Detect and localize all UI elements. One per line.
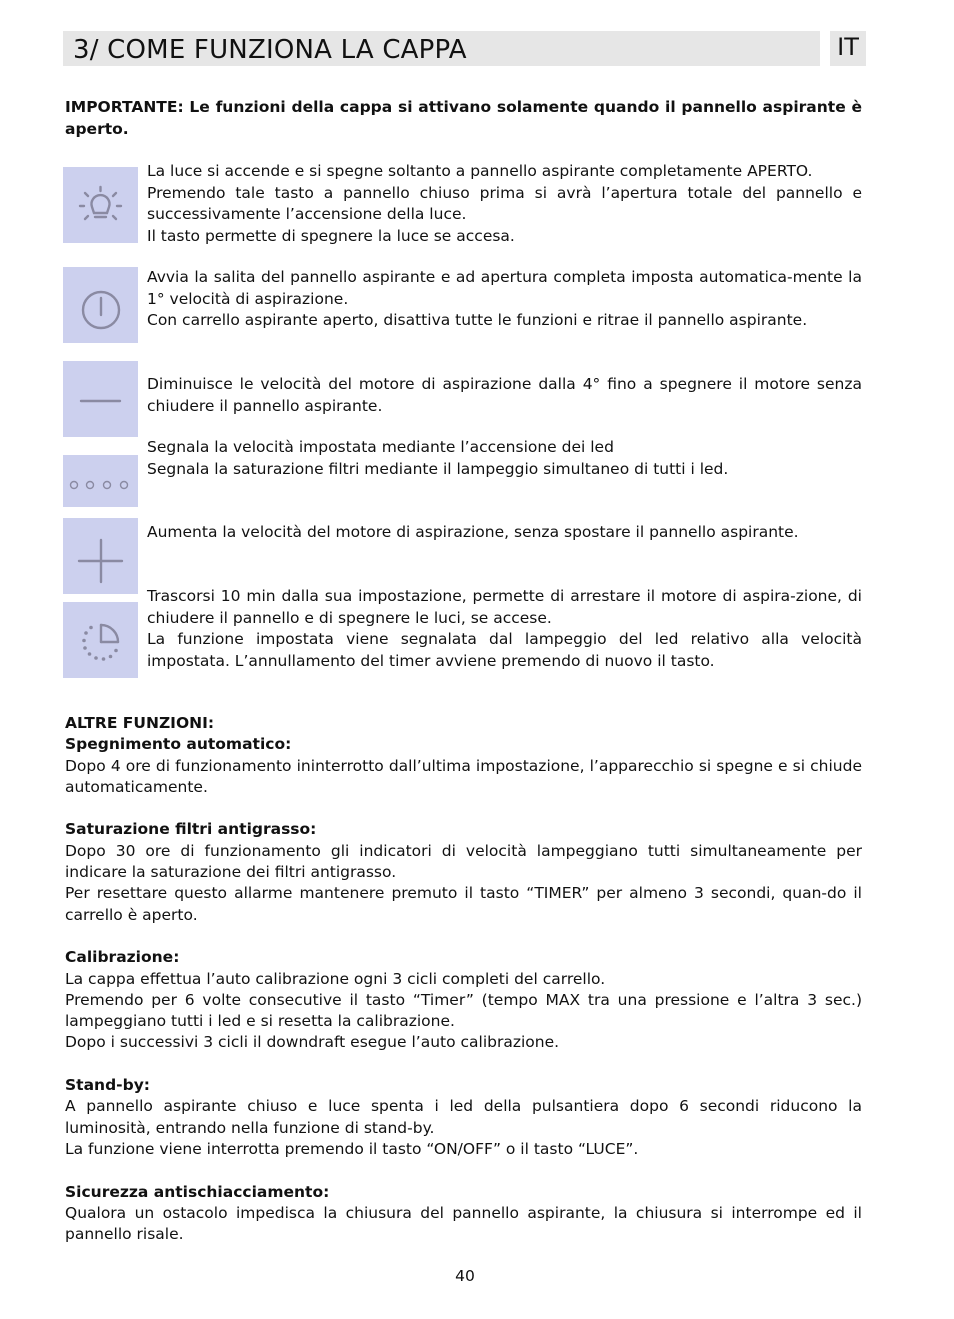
page-number: 40 [455, 1267, 475, 1285]
light-icon [63, 167, 138, 243]
section-text: Premendo per 6 volte consecutive il tasto “Timer” (tempo MAX tra una pressione e l’altra 3 sec.) lampeggiano tutti i led e si resetta la calibrazione. [65, 990, 862, 1031]
section-text: Dopo 30 ore di funzionamento gli indicatori di velocità lampeggiano tutti simultaneamente per indicare la saturazione dei filtri antigrasso. [65, 841, 862, 882]
power-icon [63, 267, 138, 343]
other-functions-title: ALTRE FUNZIONI: [65, 714, 215, 732]
section-heading: Spegnimento automatico: [65, 735, 292, 754]
minus-description: Diminuisce le velocità del motore di aspirazione dalla 4° fino a spegnere il motore senza chiudere il pannello aspirante. [147, 375, 862, 415]
section-heading: Sicurezza antischiacciamento: [65, 1182, 330, 1201]
other-functions [65, 713, 862, 1245]
section-text: La cappa effettua l’auto calibrazione ogni 3 cicli completi del carrello. [65, 969, 606, 988]
power-description: Avvia la salita del pannello aspirante e ad apertura completa imposta automatica-mente la 1° velocità di aspirazione. Con carrello aspirante aperto, disattiva tutte le funzioni e ritrae il pannello aspirante. [147, 268, 862, 329]
light-description: La luce si accende e si spegne soltanto a pannello aspirante completamente APERTO. Premendo tale tasto a pannello chiuso prima si avrà l’apertura totale del pannello e successivamente l’accensione della luce. Il tasto permette di spegnere la luce se accesa. [147, 162, 862, 245]
page-title: 3/ COME FUNZIONA LA CAPPA [73, 35, 467, 65]
section-text: Dopo i successivi 3 cicli il downdraft esegue l’auto calibrazione. [65, 1033, 560, 1052]
section-text: Per resettare questo allarme mantenere premuto il tasto “TIMER” per almeno 3 secondi, quan-do il carrello è aperto. [65, 884, 862, 924]
section-text: Qualora un ostacolo impedisca la chiusura del pannello aspirante, la chiusura si interrompe ed il pannello risale. [65, 1203, 862, 1244]
timer-icon [63, 602, 138, 678]
section-heading: Stand-by: [65, 1076, 150, 1095]
plus-description: Aumenta la velocità del motore di aspirazione, senza spostare il pannello aspirante. [147, 523, 799, 541]
section-text: Dopo 4 ore di funzionamento ininterrotto dall’ultima impostazione, l’apparecchio si spegne e si chiude automaticamente. [65, 756, 862, 796]
section-text: La funzione viene interrotta premendo il tasto “ON/OFF” o il tasto “LUCE”. [65, 1139, 639, 1158]
section-text: A pannello aspirante chiuso e luce spenta i led della pulsantiera dopo 6 secondi riducono la luminosità, entrando nella funzione di stand-by. [65, 1097, 862, 1137]
plus-icon [63, 518, 138, 594]
language-badge: IT [830, 31, 866, 66]
leds-description: Segnala la velocità impostata mediante l’accensione dei led Segnala la saturazione filtri mediante il lampeggio simultaneo di tutti i led. [147, 438, 729, 478]
leds-icon [63, 455, 138, 507]
section-heading: Calibrazione: [65, 948, 180, 967]
section-heading: Saturazione filtri antigrasso: [65, 820, 317, 839]
timer-description: Trascorsi 10 min dalla sua impostazione, permette di arrestare il motore di aspira-zione, di chiudere il pannello e di spegnere le luci, se accese. La funzione impostata viene segnalata dal lampeggio del led relativo alla velocità impostata. L’annullamento del timer avviene premendo di nuovo il tasto. [147, 587, 862, 670]
minus-icon [63, 361, 138, 437]
important-note: IMPORTANTE: Le funzioni della cappa si attivano solamente quando il pannello aspirante è aperto. [65, 98, 862, 138]
